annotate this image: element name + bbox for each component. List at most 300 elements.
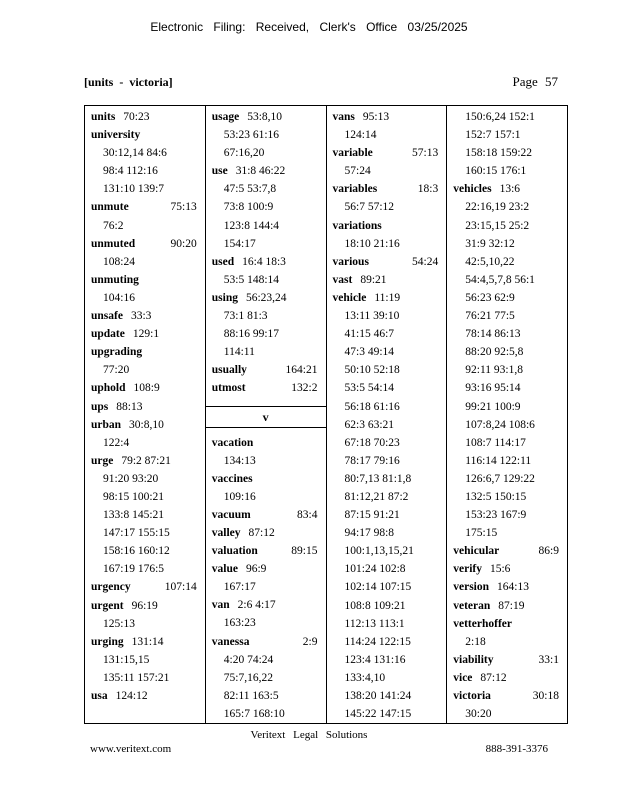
page-line-refs: 92:11 93:1,8	[465, 364, 523, 377]
index-word: usage	[211, 111, 240, 123]
index-entry-continuation	[453, 253, 567, 271]
index-entry-continuation	[333, 470, 447, 488]
page-line-refs: 81:12,21 87:2	[344, 490, 409, 503]
index-entry-continuation	[333, 452, 447, 470]
index-word: vehicle	[332, 291, 367, 304]
index-entry	[212, 524, 326, 542]
index-word: vanessa	[211, 635, 250, 648]
page-line-refs: 75:13	[170, 201, 197, 214]
index-entry-continuation	[453, 470, 567, 488]
page-line-refs: 126:6,7 129:22	[465, 472, 535, 485]
page-line-refs: 56:7 57:12	[344, 201, 395, 214]
index-entry-continuation	[333, 398, 447, 416]
index-entry-continuation	[91, 144, 205, 162]
index-word: vaccines	[211, 472, 253, 485]
page-line-refs: 124:12	[115, 690, 148, 702]
index-entry-continuation	[333, 126, 447, 144]
page-line-refs: 87:12	[480, 671, 507, 684]
page-line-refs: 153:23 167:9	[465, 509, 527, 522]
index-word: vacuum	[211, 508, 251, 521]
page-line-refs: 4:20 74:24	[223, 653, 274, 666]
index-entry-continuation	[333, 542, 447, 560]
index-entry-continuation	[453, 633, 567, 651]
index-word: vehicles	[453, 183, 492, 196]
page-line-refs: 96:9	[245, 563, 267, 576]
index-entry	[212, 361, 326, 379]
index-entry-continuation	[91, 560, 205, 578]
index-entry-continuation	[333, 651, 447, 669]
index-word: valley	[211, 526, 241, 539]
page-line-refs: 76:2	[103, 219, 124, 232]
index-entry-continuation	[212, 217, 326, 235]
page-line-refs: 80:7,13 81:1,8	[344, 472, 412, 485]
index-entry-continuation	[91, 180, 205, 198]
footer-company: Veritext Legal Solutions	[250, 729, 368, 741]
page-line-refs: 112:13 113:1	[344, 617, 405, 630]
page-line-refs: 165:7 168:10	[223, 707, 285, 720]
index-word: value	[211, 563, 238, 576]
index-entry-continuation	[333, 578, 447, 596]
page-line-refs: 133:8 145:21	[103, 509, 165, 522]
index-word: version	[453, 581, 490, 594]
index-entry-continuation	[212, 144, 326, 162]
page-line-refs: 93:16 95:14	[465, 382, 521, 395]
index-entry-continuation	[333, 325, 447, 343]
index-entry	[91, 126, 205, 144]
index-word: vehicular	[453, 545, 500, 558]
index-entry	[212, 289, 326, 307]
index-entry-continuation	[453, 307, 567, 325]
index-word: urgent	[91, 599, 124, 612]
index-entry-continuation	[453, 198, 567, 216]
section-letter-divider: v	[206, 406, 326, 428]
page-line-refs: 79:2 87:21	[121, 454, 171, 467]
page-line-refs: 62:3 63:21	[344, 418, 395, 431]
index-entry-continuation	[453, 108, 567, 126]
index-entry	[453, 651, 567, 669]
page-line-refs: 145:22 147:15	[344, 708, 412, 721]
page-line-refs: 158:18 159:22	[465, 147, 533, 160]
page-line-refs: 78:14 86:13	[465, 328, 521, 341]
page-line-refs: 135:11 157:21	[103, 671, 170, 684]
index-entry	[212, 596, 326, 614]
index-entry	[212, 633, 326, 651]
index-entry	[212, 253, 326, 271]
page-line-refs: 98:15 100:21	[103, 490, 165, 503]
index-entry	[91, 398, 205, 416]
page-line-refs: 22:16,19 23:2	[465, 201, 530, 214]
page-line-refs: 99:21 100:9	[465, 400, 521, 413]
index-entry-continuation	[333, 560, 447, 578]
index-entry-continuation	[453, 705, 567, 723]
index-word: urging	[91, 635, 124, 648]
index-entry-continuation	[91, 542, 205, 560]
page-line-refs: 54:4,5,7,8 56:1	[465, 273, 535, 286]
page-line-refs: 87:19	[498, 599, 525, 612]
index-entry-continuation	[453, 235, 567, 253]
page-line-refs: 53:5 148:14	[223, 273, 280, 286]
page-line-refs: 89:15	[291, 545, 318, 558]
page-line-refs: 98:4 112:16	[103, 165, 158, 178]
index-entry	[453, 669, 567, 687]
index-entry	[453, 560, 567, 578]
page-line-refs: 122:4	[103, 436, 130, 449]
index-entry-continuation	[333, 361, 447, 379]
index-entry-continuation	[333, 162, 447, 180]
page-line-refs: 116:14 122:11	[465, 454, 532, 467]
page-line-refs: 56:23 62:9	[465, 291, 515, 304]
page-line-refs: 47:3 49:14	[344, 346, 395, 359]
index-entry	[212, 434, 326, 452]
index-word: units	[91, 111, 116, 123]
page-line-refs: 88:16 99:17	[223, 328, 280, 341]
index-entry	[333, 289, 447, 307]
page-line-refs: 129:1	[132, 328, 160, 341]
page-line-refs: 123:8 144:4	[223, 219, 280, 232]
index-column	[85, 106, 205, 723]
index-entry	[453, 578, 567, 596]
index-entry-continuation	[333, 434, 447, 452]
index-entry	[91, 597, 205, 615]
page-line-refs: 30:20	[465, 708, 492, 721]
page-line-refs: 95:13	[362, 111, 390, 123]
index-entry-continuation	[212, 651, 326, 669]
index-word: vast	[332, 273, 353, 286]
page-line-refs: 73:8 100:9	[223, 201, 274, 214]
page-line-refs: 133:4,10	[344, 671, 386, 684]
page-line-refs: 77:20	[103, 364, 130, 377]
page-line-refs: 107:8,24 108:6	[465, 418, 535, 431]
index-entry	[91, 633, 205, 651]
index-entry	[91, 578, 205, 596]
page-line-refs: 109:16	[223, 490, 256, 503]
page-line-refs: 50:10 52:18	[344, 364, 400, 377]
page-line-refs: 86:9	[538, 545, 559, 558]
index-word: uphold	[91, 382, 126, 395]
page-line-refs: 57:13	[412, 147, 439, 160]
index-word: variable	[332, 147, 373, 160]
footer-website: www.veritext.com	[90, 743, 172, 755]
index-word: update	[91, 328, 125, 341]
index-entry-continuation	[453, 217, 567, 235]
index-word: variables	[332, 183, 378, 196]
index-entry-continuation	[212, 180, 326, 198]
index-word: usually	[211, 364, 247, 377]
index-entry	[212, 108, 326, 126]
page-line-refs: 88:20 92:5,8	[465, 346, 524, 359]
index-word: unmuted	[91, 237, 136, 250]
page-line-refs: 108:24	[103, 255, 135, 268]
index-entry-continuation	[453, 452, 567, 470]
index-word: van	[211, 599, 230, 612]
page-line-refs: 2:18	[465, 635, 486, 648]
page-line-refs: 107:14	[164, 581, 197, 594]
page-line-refs: 131:10 139:7	[103, 183, 165, 196]
index-entry-continuation	[91, 470, 205, 488]
index-entry	[91, 235, 205, 253]
page-line-refs: 30:8,10	[129, 418, 164, 431]
page-line-refs: 13:11 39:10	[344, 310, 400, 323]
index-entry-continuation	[453, 162, 567, 180]
page-line-refs: 89:21	[360, 273, 387, 286]
page-line-refs: 76:21 77:5	[465, 310, 515, 323]
index-entry-continuation	[91, 217, 205, 235]
index-entry-continuation	[212, 126, 326, 144]
page-line-refs: 102:14 107:15	[344, 581, 412, 594]
page-line-refs: 31:8 46:22	[235, 165, 286, 178]
page-line-refs: 164:13	[497, 581, 529, 594]
index-word: various	[332, 255, 369, 268]
page-line-refs: 167:19 176:5	[103, 563, 165, 576]
page-line-refs: 31:9 32:12	[465, 237, 515, 250]
index-entry	[212, 560, 326, 578]
index-word: urban	[91, 418, 122, 431]
index-word: vans	[332, 111, 355, 123]
index-entry-continuation	[91, 162, 205, 180]
index-entry-continuation	[333, 669, 447, 687]
index-entry-continuation	[91, 253, 205, 271]
page-line-refs: 2:6 4:17	[237, 599, 276, 612]
index-word: unsafe	[91, 310, 123, 323]
index-entry-continuation	[453, 361, 567, 379]
index-entry-continuation	[453, 289, 567, 307]
page-line-refs: 108:8 109:21	[344, 599, 406, 612]
index-entry-continuation	[333, 343, 447, 361]
footer-phone: 888-391-3376	[485, 743, 548, 755]
page-line-refs: 75:7,16,22	[223, 671, 273, 684]
page-line-refs: 132:2	[291, 382, 318, 395]
page-line-refs: 108:7 114:17	[465, 436, 526, 449]
page-line-refs: 83:4	[297, 508, 318, 521]
page-line-refs: 134:13	[223, 454, 256, 467]
page-line-refs: 73:1 81:3	[223, 310, 268, 323]
page-line-refs: 131:15,15	[103, 653, 150, 666]
index-word: viability	[453, 653, 494, 666]
index-column	[326, 106, 447, 723]
page-line-refs: 67:16,20	[223, 147, 265, 160]
index-entry-continuation	[333, 416, 447, 434]
page-line-refs: 125:13	[103, 617, 135, 630]
index-entry-continuation	[453, 126, 567, 144]
index-entry	[91, 307, 205, 325]
index-word: variations	[332, 219, 382, 232]
filing-stamp: Electronic Filing: Received, Clerk's Office 03/25/2025	[150, 20, 468, 34]
index-entry	[453, 180, 567, 198]
index-range: [units - victoria]	[84, 75, 173, 89]
index-entry-continuation	[212, 578, 326, 596]
index-entry	[91, 325, 205, 343]
index-entry-continuation	[212, 705, 326, 723]
index-entry	[333, 180, 447, 198]
page-line-refs: 87:12	[248, 526, 275, 539]
page-line-refs: 158:16 160:12	[103, 545, 170, 558]
page-line-refs: 53:5 54:14	[344, 382, 395, 395]
index-entry-continuation	[453, 325, 567, 343]
index-entry-continuation	[91, 506, 205, 524]
index-entry-continuation	[212, 452, 326, 470]
index-entry-continuation	[453, 416, 567, 434]
index-entry-continuation	[91, 488, 205, 506]
index-entry	[333, 144, 447, 162]
page-line-refs: 47:5 53:7,8	[223, 183, 277, 196]
index-word: usa	[91, 690, 108, 702]
page-line-refs: 90:20	[170, 237, 197, 250]
index-word: urge	[91, 454, 114, 467]
page-line-refs: 154:17	[223, 237, 256, 250]
word-index-table	[84, 105, 568, 724]
index-entry-continuation	[453, 271, 567, 289]
index-word: urgency	[91, 581, 131, 594]
page-line-refs: 108:9	[133, 382, 160, 395]
index-entry-continuation	[212, 271, 326, 289]
index-entry-continuation	[333, 687, 447, 705]
page-line-refs: 131:14	[131, 635, 164, 648]
page-line-refs: 152:7 157:1	[465, 129, 521, 142]
index-column	[205, 106, 326, 723]
page-line-refs: 11:19	[374, 291, 401, 304]
index-word: university	[91, 129, 141, 142]
page-line-refs: 160:15 176:1	[465, 165, 527, 178]
index-entry-continuation	[91, 524, 205, 542]
index-entry	[453, 542, 567, 560]
index-entry-continuation	[333, 235, 447, 253]
index-word: verify	[453, 563, 482, 576]
index-word: vacation	[211, 436, 254, 449]
page-line-refs: 54:24	[412, 255, 439, 268]
page-line-refs: 67:18 70:23	[344, 436, 400, 449]
page-line-refs: 175:15	[465, 527, 498, 540]
page-line-refs: 88:13	[116, 400, 143, 413]
page-line-refs: 114:24 122:15	[344, 635, 411, 648]
page-line-refs: 70:23	[123, 111, 150, 123]
index-entry	[91, 416, 205, 434]
index-entry	[212, 162, 326, 180]
index-entry	[91, 343, 205, 361]
index-word: upgrading	[91, 346, 143, 359]
index-entry-continuation	[453, 144, 567, 162]
page-line-refs: 30:18	[532, 690, 559, 702]
index-entry	[453, 687, 567, 705]
page-line-refs: 167:17	[223, 581, 256, 594]
page-line-refs: 42:5,10,22	[465, 255, 515, 268]
index-entry-continuation	[212, 325, 326, 343]
index-entry-continuation	[91, 669, 205, 687]
index-entry-continuation	[212, 488, 326, 506]
page-line-refs: 138:20 141:24	[344, 690, 412, 702]
index-word: unmuting	[91, 273, 139, 286]
index-entry-continuation	[212, 343, 326, 361]
page-line-refs: 23:15,15 25:2	[465, 219, 530, 232]
index-entry-continuation	[333, 488, 447, 506]
index-entry	[212, 542, 326, 560]
index-entry-continuation	[453, 524, 567, 542]
index-entry-continuation	[333, 633, 447, 651]
index-entry-continuation	[212, 687, 326, 705]
page-line-refs: 53:8,10	[247, 111, 283, 123]
page-line-refs: 150:6,24 152:1	[465, 111, 535, 123]
page-line-refs: 91:20 93:20	[103, 472, 159, 485]
index-entry-continuation	[333, 705, 447, 723]
index-column	[446, 106, 567, 723]
index-entry-continuation	[212, 614, 326, 632]
page-line-refs: 15:6	[489, 563, 511, 576]
index-entry-continuation	[212, 198, 326, 216]
page-line-refs: 33:1	[538, 653, 559, 666]
page-line-refs: 164:21	[285, 364, 318, 377]
index-entry-continuation	[333, 506, 447, 524]
index-entry-continuation	[333, 524, 447, 542]
index-word: vice	[453, 671, 473, 684]
page-line-refs: 147:17 155:15	[103, 527, 170, 540]
index-entry	[453, 597, 567, 615]
index-entry-continuation	[91, 289, 205, 307]
index-entry-continuation	[333, 198, 447, 216]
index-entry-continuation	[91, 615, 205, 633]
index-word: use	[211, 165, 228, 178]
index-word: ups	[91, 400, 109, 413]
index-entry-continuation	[212, 669, 326, 687]
index-entry-continuation	[91, 361, 205, 379]
index-entry-continuation	[453, 343, 567, 361]
index-entry	[91, 379, 205, 397]
page-line-refs: 163:23	[223, 617, 256, 630]
index-entry-continuation	[333, 379, 447, 397]
index-entry	[333, 217, 447, 235]
index-entry-continuation	[212, 307, 326, 325]
index-entry	[333, 271, 447, 289]
index-word: unmute	[91, 201, 129, 214]
index-entry-continuation	[453, 488, 567, 506]
index-entry	[212, 506, 326, 524]
page-line-refs: 100:1,13,15,21	[344, 545, 414, 558]
page-line-refs: 94:17 98:8	[344, 527, 395, 540]
index-entry-continuation	[453, 379, 567, 397]
index-entry	[91, 108, 205, 126]
index-entry-continuation	[91, 651, 205, 669]
index-entry-continuation	[453, 434, 567, 452]
index-entry-continuation	[91, 434, 205, 452]
page-line-refs: 104:16	[103, 291, 135, 304]
page-line-refs: 132:5 150:15	[465, 490, 527, 503]
page-line-refs: 2:9	[302, 635, 318, 648]
index-entry	[91, 687, 205, 705]
index-entry-continuation	[333, 615, 447, 633]
page-line-refs: 18:10 21:16	[344, 237, 400, 250]
index-word: vetterhoffer	[453, 617, 512, 630]
page-line-refs: 87:15 91:21	[344, 509, 400, 522]
page-line-refs: 57:24	[344, 165, 371, 178]
index-entry	[212, 379, 326, 397]
index-entry	[453, 615, 567, 633]
index-entry	[91, 271, 205, 289]
index-entry	[91, 198, 205, 216]
page-line-refs: 33:3	[130, 310, 152, 323]
page-line-refs: 78:17 79:16	[344, 454, 400, 467]
index-word: victoria	[453, 690, 491, 702]
index-word: veteran	[453, 599, 491, 612]
page-line-refs: 30:12,14 84:6	[103, 147, 167, 160]
page-line-refs: 56:23,24	[245, 291, 287, 304]
page-line-refs: 123:4 131:16	[344, 653, 406, 666]
index-entry-continuation	[333, 307, 447, 325]
page-line-refs: 114:11	[223, 346, 255, 359]
index-word: utmost	[211, 382, 246, 395]
page-number: Page 57	[512, 74, 558, 89]
index-word: valuation	[211, 545, 258, 558]
page-line-refs: 41:15 46:7	[344, 328, 395, 341]
page-line-refs: 56:18 61:16	[344, 400, 400, 413]
index-entry-continuation	[212, 235, 326, 253]
